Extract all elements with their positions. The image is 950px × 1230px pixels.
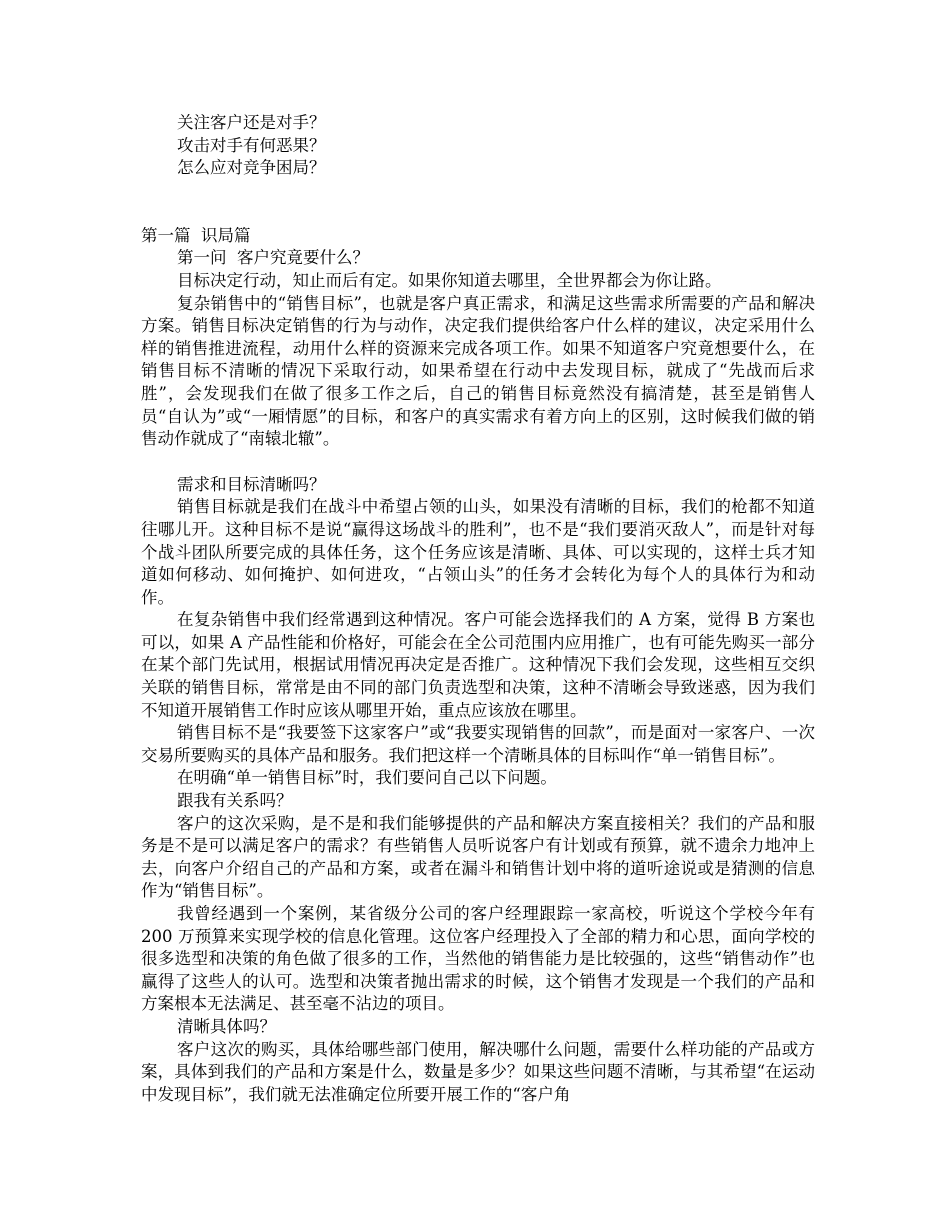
paragraph: 目标决定行动，知止而后有定。如果你知道去哪里，全世界都会为你让路。: [177, 270, 722, 290]
intro-question: 怎么应对竞争困局？: [177, 158, 326, 178]
paragraph: 客户的这次采购，是不是和我们能够提供的产品和解决方案直接相关？我们的产品和服务是不是可以满足客户的需求？有些销售人员听说客户有计划或有预算，就不遗余力地冲上去，向客户介绍自己的产品和方案，或者在漏斗和销售计划中将的道听途说或是猜测的信息作为“销售目标”。: [141, 813, 815, 901]
spacer: [141, 451, 815, 474]
subheading: 需求和目标清晰吗？: [177, 474, 326, 494]
section-title: 第一问 客户究竟要什么？: [177, 248, 369, 268]
intro-question: 攻击对手有何恶果？: [177, 135, 326, 155]
paragraph: 在复杂销售中我们经常遇到这种情况。客户可能会选择我们的 A 方案，觉得 B 方案也可以，如果 A 产品性能和价格好，可能会在全公司范围内应用推广，也有可能先购买一部分在某个部门先试用，根据试用情况再决定是否推广。这种情况下我们会发现，这些相互交织关联的销售目标，常常是由不同的部门负责选型和决策，这种不清晰会导致迷惑，因为我们不知道开展销售工作时应该从哪里开始，重点应该放在哪里。: [141, 610, 815, 720]
paragraph: 复杂销售中的“销售目标”，也就是客户真正需求，和满足这些需求所需要的产品和解决方案。销售目标决定销售的行为与动作，决定我们提供给客户什么样的建议，决定采用什么样的销售推进流程，动用什么样的资源来完成各项工作。如果不知道客户究竟想要什么，在销售目标不清晰的情况下采取行动，如果希望在行动中去发现目标，就成了“先战而后求胜”，会发现我们在做了很多工作之后，自己的销售目标竟然没有搞清楚，甚至是销售人员“自认为”或“一厢情愿”的目标，和客户的真实需求有着方向上的区别，这时候我们做的销售动作就成了“南辕北辙”。: [141, 293, 815, 449]
intro-question: 关注客户还是对手？: [177, 113, 326, 132]
part-title: 第一篇 识局篇: [141, 225, 251, 245]
paragraph: 我曾经遇到一个案例，某省级分公司的客户经理跟踪一家高校，听说这个学校今年有 200 万预算来实现学校的信息化管理。这位客户经理投入了全部的精力和心思，面向学校的很多选型和决策的角色做了很多的工作，当然他的销售能力是比较强的，这些“销售动作”也赢得了这些人的认可。选型和决策者抛出需求的时候，这个销售才发现是一个我们的产品和方案根本无法满足、甚至毫不沾边的项目。: [141, 904, 815, 1014]
paragraph: 销售目标不是“我要签下这家客户”或“我要实现销售的回款”，而是面对一家客户、一次交易所要购买的具体产品和服务。我们把这样一个清晰具体的目标叫作“单一销售目标”。: [141, 723, 815, 765]
paragraph: 客户这次的购买，具体给哪些部门使用，解决哪什么问题，需要什么样功能的产品或方案，具体到我们的产品和方案是什么，数量是多少？如果这些问题不清晰，与其希望“在运动中发现目标”，我们就无法准确定位所要开展工作的“客户角: [141, 1039, 815, 1104]
spacer: [141, 180, 815, 225]
subheading: 清晰具体吗？: [177, 1016, 276, 1036]
document-page: [141, 112, 815, 1106]
paragraph: 在明确“单一销售目标”时，我们要问自己以下问题。: [177, 768, 557, 788]
subheading: 跟我有关系吗？: [177, 791, 293, 811]
paragraph: 销售目标就是我们在战斗中希望占领的山头，如果没有清晰的目标，我们的枪都不知道往哪儿开。这种目标不是说“赢得这场战斗的胜利”，也不是“我们要消灭敌人”，而是针对每个战斗团队所要完成的具体任务，这个任务应该是清晰、具体、可以实现的，这样士兵才知道如何移动、如何掩护、如何进攻，“占领山头”的任务才会转化为每个人的具体行为和动作。: [141, 497, 815, 607]
